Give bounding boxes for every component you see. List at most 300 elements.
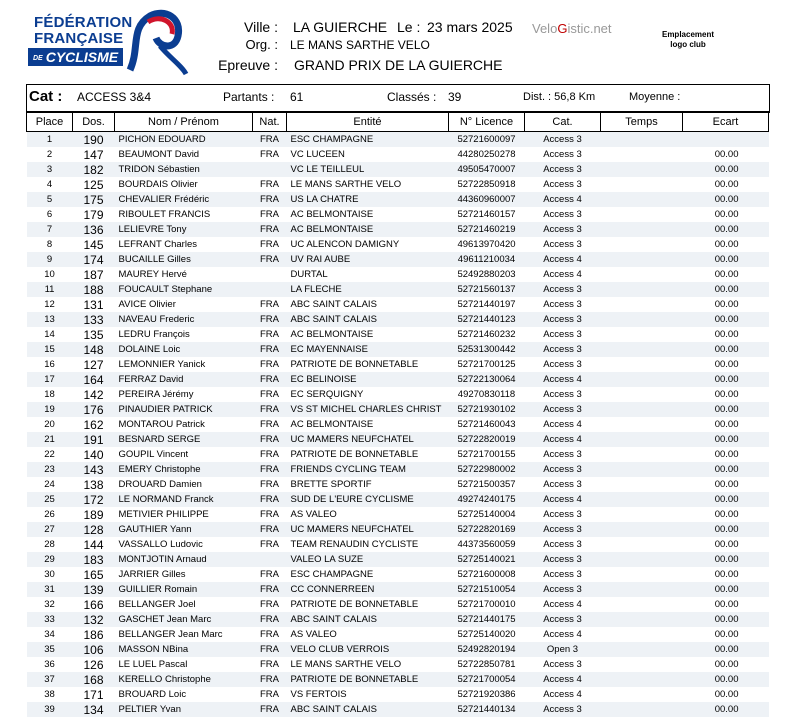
table-row	[27, 672, 769, 687]
cell-dossard: 174	[73, 252, 115, 267]
cell-nom-prenom: AVICE Olivier	[118, 299, 176, 310]
cell-place: 22	[44, 449, 55, 460]
cell-ecart: 00.00	[683, 702, 769, 717]
cell-nom-prenom: LELIEVRE Tony	[115, 222, 253, 237]
cell-nationalite: FRA	[253, 312, 287, 327]
logo-line1: FÉDÉRATION	[34, 14, 133, 31]
cell-nom-prenom: BUCAILLE Gilles	[115, 252, 253, 267]
cell-categorie: Access 4	[525, 492, 601, 507]
cell-ecart: 00.00	[683, 582, 769, 597]
cell-entite: ABC SAINT CALAIS	[287, 702, 449, 717]
cell-nom-prenom: PINAUDIER PATRICK	[115, 402, 253, 417]
cell-place: 35	[27, 642, 73, 657]
table-row	[27, 642, 769, 657]
cell-ecart: 00.00	[714, 359, 739, 370]
cell-place: 34	[44, 629, 55, 640]
cell-temps	[601, 492, 683, 507]
cell-nationalite: FRA	[253, 582, 287, 597]
cell-dossard: 139	[73, 582, 115, 597]
classes-value: 39	[448, 90, 462, 104]
cell-licence: 52721440123	[449, 312, 525, 327]
table-row	[27, 522, 769, 537]
cell-entite: PATRIOTE DE BONNETABLE	[290, 359, 419, 370]
results-table	[26, 111, 769, 717]
table-row	[27, 417, 769, 432]
table-row	[27, 372, 769, 387]
cell-nationalite: FRA	[260, 539, 279, 550]
cell-licence: 52722820169	[449, 522, 525, 537]
cell-nationalite: FRA	[260, 149, 279, 160]
cell-ecart: 00.00	[714, 179, 739, 190]
cat-label: Cat :	[29, 88, 63, 105]
cell-place: 21	[27, 432, 73, 447]
cell-licence: 52725140004	[457, 509, 516, 520]
cell-ecart: 00.00	[683, 492, 769, 507]
cell-dossard: 179	[83, 207, 104, 222]
cell-nom-prenom: LEFRANT Charles	[118, 239, 197, 250]
cell-nom-prenom: PICHON EDOUARD	[115, 132, 253, 148]
cell-ecart: 00.00	[683, 462, 769, 477]
cell-temps	[601, 402, 683, 417]
cell-nom-prenom: DOLAINE Loic	[115, 342, 253, 357]
cell-temps	[601, 327, 683, 342]
cell-dossard: 140	[83, 447, 104, 462]
cell-nom-prenom: FOUCAULT Stephane	[115, 282, 253, 297]
table-row	[27, 177, 769, 192]
cell-categorie: Access 3	[525, 312, 601, 327]
cell-ecart: 00.00	[683, 672, 769, 687]
cell-nom-prenom: KERELLO Christophe	[115, 672, 253, 687]
cell-categorie: Access 3	[543, 299, 582, 310]
cell-nationalite: FRA	[260, 599, 279, 610]
cell-dossard: 147	[83, 147, 104, 162]
cell-ecart: 00.00	[683, 342, 769, 357]
cell-entite: EC BELINOISE	[287, 372, 449, 387]
cell-categorie: Access 3	[525, 162, 601, 177]
cell-temps	[601, 132, 683, 148]
cell-place: 38	[44, 689, 55, 700]
cell-place: 13	[27, 312, 73, 327]
cell-temps	[601, 432, 683, 447]
cell-licence: 52721700010	[457, 599, 516, 610]
table-row	[27, 702, 769, 717]
cell-licence: 52492820194	[449, 642, 525, 657]
cell-entite: SUD DE L'EURE CYCLISME	[287, 492, 449, 507]
cell-dossard: 142	[83, 387, 104, 402]
cell-ecart: 00.00	[714, 509, 739, 520]
cyclist-emblem-icon	[120, 8, 190, 76]
cell-nom-prenom: PELTIER Yvan	[115, 702, 253, 717]
cell-nationalite: FRA	[260, 689, 279, 700]
table-row	[27, 267, 769, 282]
cell-nom-prenom: FERRAZ David	[115, 372, 253, 387]
cell-place: 18	[44, 389, 55, 400]
cell-temps	[601, 447, 683, 462]
cell-entite: US LA CHATRE	[287, 192, 449, 207]
cell-dossard: 132	[73, 612, 115, 627]
cell-place: 27	[27, 522, 73, 537]
cell-temps	[601, 552, 683, 567]
cell-entite: UV RAI AUBE	[287, 252, 449, 267]
cell-entite: LA FLECHE	[287, 282, 449, 297]
cell-place: 15	[27, 342, 73, 357]
cell-nationalite: FRA	[253, 132, 287, 148]
cell-nationalite: FRA	[253, 192, 287, 207]
table-row	[27, 132, 769, 148]
cell-licence: 52492880203	[457, 269, 516, 280]
cell-categorie: Access 3	[525, 582, 601, 597]
cell-categorie: Access 4	[543, 689, 582, 700]
cell-categorie: Access 3	[543, 659, 582, 670]
cell-entite: ABC SAINT CALAIS	[287, 612, 449, 627]
cell-nom-prenom: METIVIER PHILIPPE	[118, 509, 209, 520]
cell-licence: 52721930102	[449, 402, 525, 417]
cell-place: 12	[44, 299, 55, 310]
cell-temps	[601, 657, 683, 672]
cell-licence: 52721700054	[449, 672, 525, 687]
cell-ecart: 00.00	[714, 389, 739, 400]
cell-licence: 52722850918	[457, 179, 516, 190]
cell-nationalite: FRA	[253, 462, 287, 477]
cell-nom-prenom: MONTAROU Patrick	[118, 419, 205, 430]
cell-dossard: 143	[73, 462, 115, 477]
cell-ecart: 00.00	[714, 659, 739, 670]
cell-dossard: 191	[73, 432, 115, 447]
cell-dossard: 127	[83, 357, 104, 372]
cell-nationalite: FRA	[253, 672, 287, 687]
cell-entite: ABC SAINT CALAIS	[290, 299, 377, 310]
cell-ecart: 00.00	[714, 269, 739, 280]
cell-entite: VS ST MICHEL CHARLES CHRIST	[287, 402, 449, 417]
cell-temps	[601, 477, 683, 492]
cell-place: 16	[44, 359, 55, 370]
cell-licence: 52721440175	[449, 612, 525, 627]
cell-categorie: Access 3	[543, 509, 582, 520]
cell-dossard: 188	[73, 282, 115, 297]
table-row	[27, 252, 769, 267]
cell-categorie: Access 4	[543, 269, 582, 280]
cell-temps	[601, 357, 683, 372]
cell-nationalite: FRA	[253, 642, 287, 657]
cell-entite: LE MANS SARTHE VELO	[290, 179, 402, 190]
cell-entite: BRETTE SPORTIF	[290, 479, 372, 490]
cell-nom-prenom: CHEVALIER Frédéric	[115, 192, 253, 207]
cell-licence: 52721600097	[449, 132, 525, 148]
cell-place: 36	[44, 659, 55, 670]
cell-entite: EC MAYENNAISE	[287, 342, 449, 357]
cell-categorie: Access 3	[543, 329, 582, 340]
cell-nationalite: FRA	[253, 372, 287, 387]
cell-place: 32	[44, 599, 55, 610]
col-nom-prenom: Nom / Prénom	[115, 112, 253, 132]
cell-ecart: 00.00	[714, 209, 739, 220]
cell-licence: 52722980002	[449, 462, 525, 477]
cell-ecart: 00.00	[683, 402, 769, 417]
cell-entite: AS VALEO	[290, 509, 337, 520]
cell-categorie: Access 3	[543, 539, 582, 550]
header-row	[27, 112, 769, 132]
cell-categorie: Access 3	[525, 522, 601, 537]
cell-categorie: Access 3	[543, 149, 582, 160]
cell-nationalite: FRA	[260, 329, 279, 340]
cell-categorie: Access 4	[525, 192, 601, 207]
club-logo-placeholder: Emplacement logo club	[661, 30, 715, 49]
cell-licence: 52722130064	[449, 372, 525, 387]
col-dossard: Dos.	[73, 112, 115, 132]
cell-entite: VALEO LA SUZE	[287, 552, 449, 567]
table-row	[27, 297, 769, 312]
cell-licence: 44360960007	[449, 192, 525, 207]
cell-nationalite: FRA	[253, 342, 287, 357]
cell-licence: 49611210034	[449, 252, 525, 267]
cell-temps	[601, 702, 683, 717]
cell-ecart: 00.00	[714, 149, 739, 160]
cell-nationalite: FRA	[253, 702, 287, 717]
cell-nationalite: FRA	[260, 299, 279, 310]
cell-dossard: 125	[83, 177, 104, 192]
cell-nationalite	[253, 282, 287, 297]
cell-ecart: 00.00	[714, 539, 739, 550]
cell-entite: EC SERQUIGNY	[290, 389, 364, 400]
cell-place: 19	[27, 402, 73, 417]
cell-temps	[601, 252, 683, 267]
cell-nom-prenom: PEREIRA Jérémy	[118, 389, 194, 400]
cell-entite: AC BELMONTAISE	[290, 329, 374, 340]
table-row	[27, 327, 769, 342]
partants-value: 61	[290, 90, 304, 104]
cell-nationalite: FRA	[260, 209, 279, 220]
cell-nationalite: FRA	[260, 239, 279, 250]
cell-licence: 49505470007	[449, 162, 525, 177]
cell-categorie: Access 3	[525, 702, 601, 717]
cell-temps	[601, 222, 683, 237]
cell-temps	[601, 462, 683, 477]
cell-nom-prenom: BROUARD Loic	[118, 689, 187, 700]
cell-categorie: Access 4	[543, 629, 582, 640]
cell-dossard: 172	[73, 492, 115, 507]
cell-nationalite: FRA	[260, 569, 279, 580]
cell-ecart: 00.00	[714, 449, 739, 460]
cell-categorie: Access 3	[543, 389, 582, 400]
epreuve-label: Epreuve :	[218, 57, 278, 73]
cell-nationalite: FRA	[260, 359, 279, 370]
cell-entite: DURTAL	[290, 269, 328, 280]
cell-ecart: 00.00	[683, 432, 769, 447]
cell-dossard: 148	[73, 342, 115, 357]
cell-place: 25	[27, 492, 73, 507]
cell-licence: 52721560137	[449, 282, 525, 297]
org-label: Org. :	[245, 37, 278, 52]
cell-ecart: 00.00	[714, 629, 739, 640]
cell-licence: 52721920386	[457, 689, 516, 700]
cell-temps	[601, 192, 683, 207]
cell-ecart: 00.00	[683, 162, 769, 177]
cell-temps	[601, 312, 683, 327]
cell-temps	[601, 522, 683, 537]
cell-nom-prenom: RIBOULET FRANCIS	[118, 209, 211, 220]
distance: Dist. : 56,8 Km	[523, 91, 596, 103]
ville-value: LA GUIERCHE	[293, 19, 388, 35]
cell-dossard: 138	[83, 477, 104, 492]
col-entite: Entité	[287, 112, 449, 132]
cell-nom-prenom: TRIDON Sébastien	[115, 162, 253, 177]
table-row	[27, 582, 769, 597]
cell-place: 10	[44, 269, 55, 280]
cell-place: 39	[27, 702, 73, 717]
table-row	[27, 162, 769, 177]
cell-dossard: 176	[73, 402, 115, 417]
table-row	[27, 627, 769, 642]
cell-categorie: Access 4	[525, 252, 601, 267]
cell-nationalite: FRA	[260, 629, 279, 640]
cell-categorie: Access 4	[525, 672, 601, 687]
table-row	[27, 657, 769, 672]
cell-place: 37	[27, 672, 73, 687]
cell-place: 4	[46, 179, 53, 190]
col-ecart: Ecart	[683, 112, 769, 132]
cell-licence: 52721700155	[457, 449, 516, 460]
cell-categorie: Access 4	[525, 432, 601, 447]
cell-ecart: 00.00	[714, 329, 739, 340]
cell-licence: 49270830118	[457, 389, 516, 400]
cell-temps	[601, 612, 683, 627]
col-temps: Temps	[601, 112, 683, 132]
cell-nationalite: FRA	[260, 509, 279, 520]
cell-temps	[601, 567, 683, 582]
cell-dossard: 183	[73, 552, 115, 567]
date-value: 23 mars 2025	[427, 19, 513, 35]
cell-nom-prenom: BOURDAIS Olivier	[118, 179, 198, 190]
table-row	[27, 402, 769, 417]
cell-ecart	[683, 132, 769, 148]
cell-nationalite: FRA	[253, 402, 287, 417]
cell-nationalite: FRA	[260, 389, 279, 400]
cell-temps	[601, 672, 683, 687]
cell-entite: UC MAMERS NEUFCHATEL	[287, 432, 449, 447]
cell-place: 14	[44, 329, 55, 340]
cell-entite: AC BELMONTAISE	[290, 419, 374, 430]
cell-temps	[601, 282, 683, 297]
cell-dossard: 182	[73, 162, 115, 177]
col-nationalite: Nat.	[253, 112, 287, 132]
cell-nom-prenom: LEMONNIER Yanick	[118, 359, 206, 370]
cell-categorie: Access 3	[543, 449, 582, 460]
cell-nationalite: FRA	[260, 449, 279, 460]
cell-entite: UC MAMERS NEUFCHATEL	[287, 522, 449, 537]
cell-temps	[601, 537, 683, 552]
cell-temps	[601, 627, 683, 642]
date-label: Le :	[397, 19, 421, 35]
cell-nationalite: FRA	[253, 222, 287, 237]
cell-dossard: 187	[83, 267, 104, 282]
cell-temps	[601, 177, 683, 192]
cell-place: 20	[44, 419, 55, 430]
cell-nom-prenom: GOUPIL Vincent	[118, 449, 189, 460]
cell-entite: PATRIOTE DE BONNETABLE	[290, 449, 419, 460]
cell-dossard: 128	[73, 522, 115, 537]
cell-place: 24	[44, 479, 55, 490]
table-row	[27, 342, 769, 357]
table-row	[27, 192, 769, 207]
col-categorie: Cat.	[525, 112, 601, 132]
cell-nom-prenom: MASSON NBina	[115, 642, 253, 657]
cell-nationalite: FRA	[260, 179, 279, 190]
table-row	[27, 357, 769, 372]
cell-categorie: Access 4	[525, 372, 601, 387]
cell-nom-prenom: LE NORMAND Franck	[115, 492, 253, 507]
cell-nationalite: FRA	[260, 659, 279, 670]
cell-nom-prenom: GASCHET Jean Marc	[115, 612, 253, 627]
logo-line2: FRANÇAISE	[34, 30, 124, 47]
cell-categorie: Access 3	[525, 132, 601, 148]
cell-nationalite: FRA	[253, 522, 287, 537]
table-row	[27, 282, 769, 297]
cell-place: 2	[46, 149, 53, 160]
cell-licence: 52721700125	[457, 359, 516, 370]
cell-licence: 49274240175	[449, 492, 525, 507]
cell-nationalite: FRA	[260, 479, 279, 490]
cell-temps	[601, 162, 683, 177]
cell-place: 29	[27, 552, 73, 567]
cell-licence: 52721460157	[457, 209, 516, 220]
cell-place: 28	[44, 539, 55, 550]
cell-entite: PATRIOTE DE BONNETABLE	[290, 599, 419, 610]
cell-nom-prenom: BELLANGER Joel	[118, 599, 196, 610]
col-licence: N° Licence	[449, 112, 525, 132]
cell-licence: 49613970420	[457, 239, 516, 250]
classes-label: Classés :	[387, 90, 437, 104]
cell-entite: ABC SAINT CALAIS	[287, 312, 449, 327]
cell-temps	[601, 597, 683, 612]
cell-categorie: Access 4	[543, 419, 582, 430]
table-row	[27, 207, 769, 222]
table-row	[27, 462, 769, 477]
cell-dossard: 135	[83, 327, 104, 342]
col-place: Place	[27, 112, 73, 132]
cell-ecart: 00.00	[683, 372, 769, 387]
table-row	[27, 597, 769, 612]
cell-ecart: 00.00	[714, 239, 739, 250]
cell-licence: 52722820019	[449, 432, 525, 447]
table-row	[27, 447, 769, 462]
cell-nationalite: FRA	[253, 252, 287, 267]
cell-dossard: 126	[83, 657, 104, 672]
cell-entite: AS VALEO	[290, 629, 337, 640]
cell-nationalite	[253, 552, 287, 567]
cell-dossard: 171	[83, 687, 104, 702]
cell-dossard: 164	[73, 372, 115, 387]
cell-categorie: Access 3	[525, 402, 601, 417]
cell-temps	[601, 507, 683, 522]
moyenne-label: Moyenne :	[629, 91, 681, 103]
cell-place: 26	[44, 509, 55, 520]
cat-value: ACCESS 3&4	[77, 90, 152, 104]
cell-ecart: 00.00	[683, 282, 769, 297]
table-row	[27, 612, 769, 627]
cell-ecart: 00.00	[683, 312, 769, 327]
cell-entite: FRIENDS CYCLING TEAM	[287, 462, 449, 477]
cell-dossard: 165	[83, 567, 104, 582]
cell-nom-prenom: NAVEAU Frederic	[115, 312, 253, 327]
cell-place: 31	[27, 582, 73, 597]
cell-entite: LE MANS SARTHE VELO	[290, 659, 402, 670]
cell-temps	[601, 267, 683, 282]
cell-place: 11	[27, 282, 73, 297]
cell-nom-prenom: GAUTHIER Yann	[115, 522, 253, 537]
cell-licence: 52721600008	[457, 569, 516, 580]
cell-temps	[601, 207, 683, 222]
cell-entite: AC BELMONTAISE	[287, 222, 449, 237]
